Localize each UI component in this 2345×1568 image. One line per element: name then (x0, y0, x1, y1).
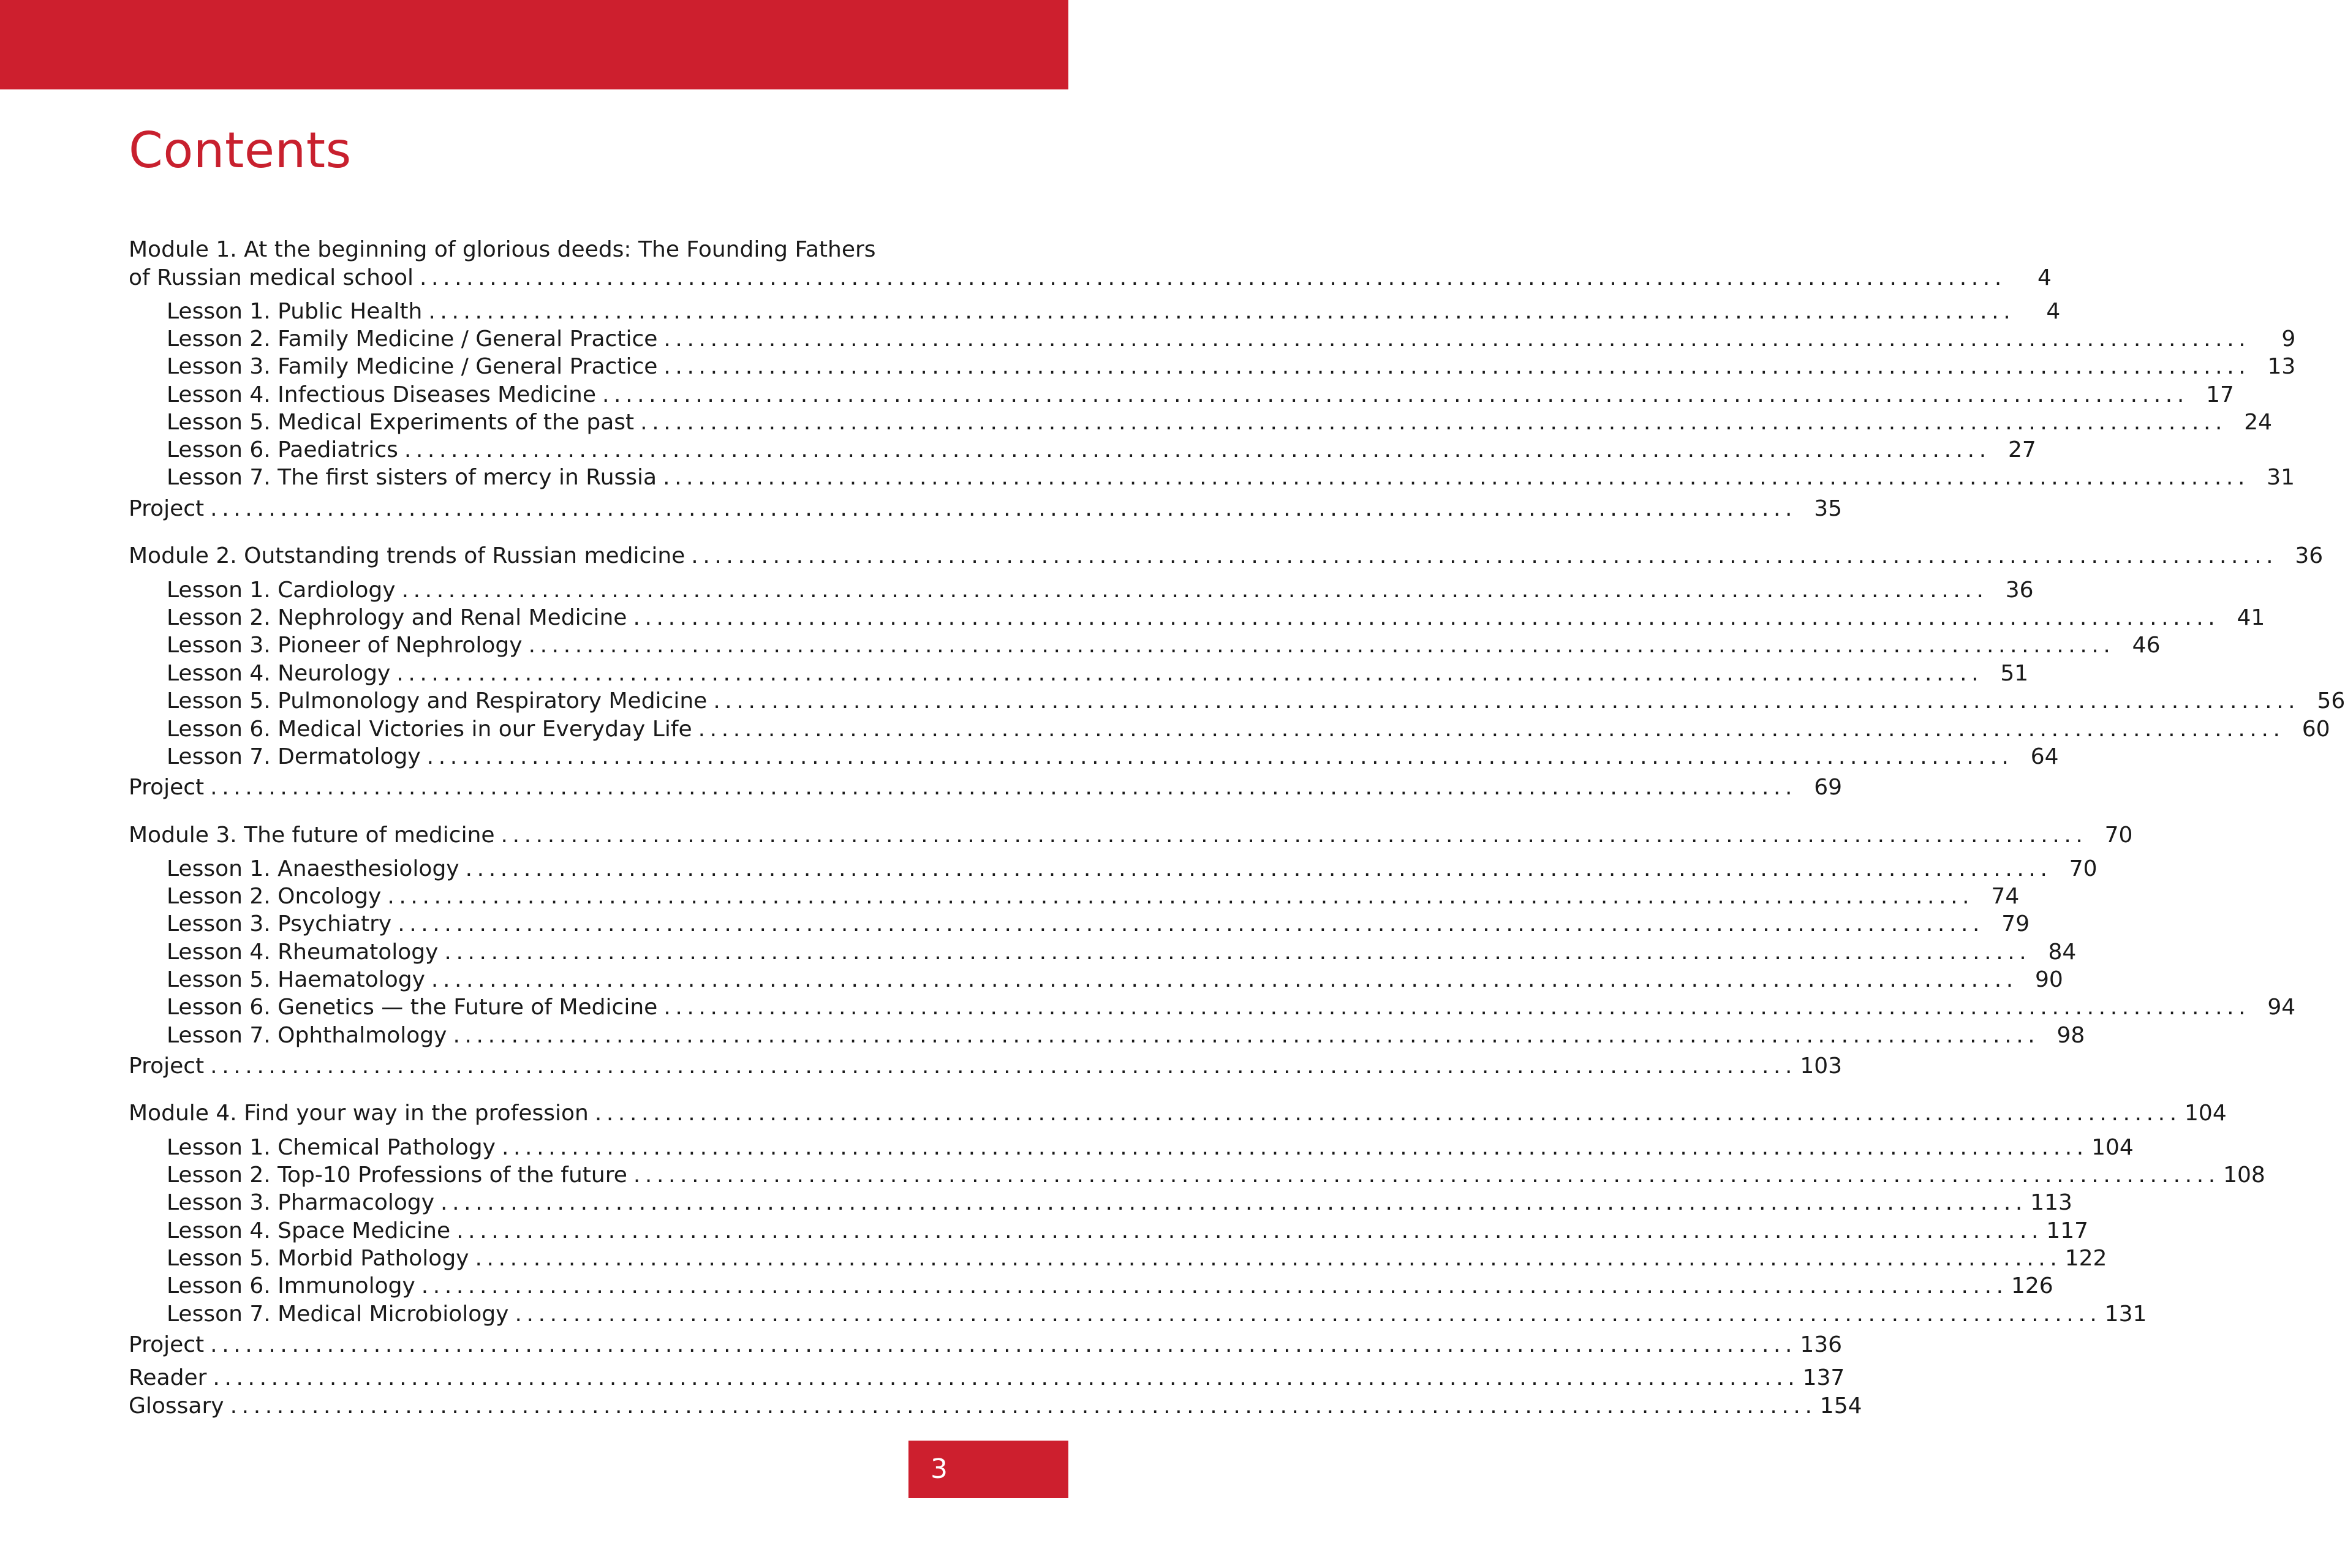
lesson-page: 51 (2000, 661, 2029, 686)
lesson-page: 56 (2317, 688, 2345, 714)
lesson-page: 17 (2206, 382, 2234, 407)
lesson-label: Lesson 4. Infectious Diseases Medicine (167, 382, 596, 407)
lesson-label: Lesson 6. Medical Victories in our Everyday Life (167, 717, 692, 742)
project-label: Project (129, 775, 205, 800)
lesson-label: Lesson 5. Haematology (167, 967, 425, 992)
lesson-page: 41 (2237, 605, 2265, 630)
lesson-label: Lesson 3. Psychiatry (167, 911, 392, 937)
lesson-label: Lesson 7. Dermatology (167, 744, 421, 769)
lesson-label: Lesson 1. Public Health (167, 299, 423, 324)
dot-leader: ........................................................................................................................................ (444, 940, 2031, 965)
module-1-lesson-1[interactable] (167, 297, 2061, 326)
module-1-entry[interactable] (129, 263, 2052, 293)
project-page: 35 (1814, 496, 1843, 521)
dot-leader: ........................................................................................................................................ (428, 299, 2015, 324)
lesson-page: 90 (2035, 967, 2063, 992)
lesson-label: Lesson 6. Immunology (167, 1273, 415, 1298)
lesson-page: 31 (2267, 465, 2295, 490)
module-1-lesson-6[interactable] (167, 435, 2036, 465)
lesson-page: 46 (2132, 633, 2161, 658)
reader-page: 137 (1802, 1365, 1845, 1390)
module-1-lesson-3[interactable] (167, 352, 2296, 382)
lesson-label: Lesson 2. Oncology (167, 884, 382, 909)
module-4-label: Module 4. Find your way in the profession (129, 1101, 589, 1126)
module-4-lesson-3[interactable] (167, 1188, 2072, 1218)
dot-leader: ........................................................................................................................................ (213, 1365, 1800, 1390)
lesson-page: 4 (2046, 299, 2061, 324)
lesson-label: Lesson 1. Anaesthesiology (167, 856, 459, 881)
module-2-page: 36 (2295, 543, 2324, 568)
dot-leader: ........................................................................................................................................ (210, 775, 1797, 800)
module-3-project[interactable] (129, 1052, 1843, 1081)
reader-entry[interactable] (129, 1363, 1845, 1393)
module-4-lesson-6[interactable] (167, 1272, 2053, 1301)
dot-leader: ........................................................................................................................................ (528, 633, 2115, 658)
dot-leader: ........................................................................................................................................ (475, 1246, 2062, 1271)
module-3-lesson-1[interactable] (167, 854, 2098, 884)
lesson-page: 79 (2001, 911, 2030, 937)
module-3-lesson-4[interactable] (167, 938, 2077, 967)
dot-leader: ........................................................................................................................................ (230, 1393, 1817, 1419)
module-1-title-line1: Module 1. At the beginning of glorious deeds: The Founding Fathers (129, 237, 876, 262)
lesson-label: Lesson 4. Rheumatology (167, 940, 439, 965)
module-3-lesson-6[interactable] (167, 993, 2296, 1022)
lesson-page: 98 (2056, 1023, 2085, 1048)
lesson-label: Lesson 2. Nephrology and Renal Medicine (167, 605, 627, 630)
dot-leader: ........................................................................................................................................ (419, 265, 2006, 290)
glossary-page: 154 (1819, 1393, 1862, 1419)
lesson-page: 74 (1991, 884, 2020, 909)
module-2-label: Module 2. Outstanding trends of Russian medicine (129, 543, 685, 568)
dot-leader: ........................................................................................................................................ (396, 661, 1984, 686)
lesson-page: 70 (2069, 856, 2098, 881)
module-1-lesson-7[interactable] (167, 463, 2295, 492)
module-4-lesson-4[interactable] (167, 1216, 2089, 1246)
dot-leader: ........................................................................................................................................ (501, 1135, 2088, 1160)
dot-leader: ........................................................................................................................................ (465, 856, 2052, 881)
lesson-page: 60 (2302, 717, 2330, 742)
lesson-page: 27 (2007, 437, 2036, 462)
project-page: 69 (1814, 775, 1843, 800)
project-label: Project (129, 496, 205, 521)
lesson-label: Lesson 4. Space Medicine (167, 1218, 451, 1243)
lesson-label: Lesson 5. Pulmonology and Respiratory Medicine (167, 688, 708, 714)
module-1-project[interactable] (129, 494, 1843, 524)
dot-leader: ........................................................................................................................................ (401, 578, 1988, 603)
lesson-label: Lesson 2. Top-10 Professions of the future (167, 1163, 627, 1188)
dot-leader: ........................................................................................................................................ (426, 744, 2014, 769)
module-4-lesson-1[interactable] (167, 1133, 2134, 1163)
dot-leader: ........................................................................................................................................ (500, 823, 2088, 848)
dot-leader: ........................................................................................................................................ (431, 967, 2018, 992)
module-3-label: Module 3. The future of medicine (129, 823, 495, 848)
module-3-lesson-3[interactable] (167, 910, 2030, 939)
dot-leader: ........................................................................................................................................ (387, 884, 1974, 909)
dot-leader: ........................................................................................................................................ (210, 1332, 1797, 1357)
module-2-lesson-7[interactable] (167, 742, 2059, 772)
lesson-label: Lesson 7. The first sisters of mercy in Russia (167, 465, 657, 490)
lesson-page: 113 (2030, 1190, 2072, 1215)
dot-leader: ........................................................................................................................................ (404, 437, 1991, 462)
dot-leader: ........................................................................................................................................ (602, 382, 2189, 407)
top-color-band (0, 0, 1068, 89)
dot-leader: ........................................................................................................................................ (713, 688, 2300, 714)
module-2-lesson-1[interactable] (167, 576, 2034, 605)
dot-leader: ........................................................................................................................................ (663, 354, 2251, 379)
lesson-page: 108 (2223, 1163, 2265, 1188)
page-number-tab (908, 1441, 1068, 1498)
project-page: 136 (1800, 1332, 1843, 1357)
dot-leader: ........................................................................................................................................ (633, 1163, 2220, 1188)
module-3-entry[interactable] (129, 821, 2133, 850)
module-2-lesson-3[interactable] (167, 631, 2161, 660)
lesson-label: Lesson 7. Medical Microbiology (167, 1302, 509, 1327)
dot-leader: ........................................................................................................................................ (210, 496, 1797, 521)
lesson-label: Lesson 1. Chemical Pathology (167, 1135, 496, 1160)
lesson-label: Lesson 1. Cardiology (167, 578, 396, 603)
module-3-lesson-7[interactable] (167, 1021, 2085, 1050)
module-2-lesson-4[interactable] (167, 659, 2029, 688)
dot-leader: ........................................................................................................................................ (663, 465, 2249, 490)
dot-leader: ........................................................................................................................................ (453, 1023, 2040, 1048)
module-1-label: of Russian medical school (129, 265, 413, 290)
lesson-page: 104 (2091, 1135, 2134, 1160)
module-4-page: 104 (2185, 1101, 2227, 1126)
dot-leader: ........................................................................................................................................ (663, 326, 2251, 352)
lesson-label: Lesson 2. Family Medicine / General Practice (167, 326, 658, 352)
page-number: 3 (931, 1453, 948, 1485)
glossary-entry[interactable] (129, 1392, 1862, 1421)
lesson-label: Lesson 4. Neurology (167, 661, 391, 686)
lesson-label: Lesson 3. Family Medicine / General Practice (167, 354, 658, 379)
dot-leader: ........................................................................................................................................ (515, 1302, 2102, 1327)
dot-leader: ........................................................................................................................................ (594, 1101, 2181, 1126)
lesson-label: Lesson 3. Pioneer of Nephrology (167, 633, 523, 658)
lesson-page: 117 (2046, 1218, 2089, 1243)
lesson-page: 36 (2005, 578, 2034, 603)
module-3-lesson-2[interactable] (167, 882, 2020, 911)
module-1-lesson-4[interactable] (167, 380, 2234, 410)
module-4-lesson-2[interactable] (167, 1161, 2265, 1190)
dot-leader: ........................................................................................................................................ (698, 717, 2285, 742)
dot-leader: ........................................................................................................................................ (633, 605, 2220, 630)
page-title: Contents (129, 122, 352, 179)
lesson-label: Lesson 3. Pharmacology (167, 1190, 435, 1215)
module-2-lesson-5[interactable] (167, 687, 2345, 716)
dot-leader: ........................................................................................................................................ (691, 543, 2278, 568)
lesson-page: 94 (2267, 995, 2296, 1020)
dot-leader: ........................................................................................................................................ (398, 911, 1985, 937)
lesson-label: Lesson 5. Medical Experiments of the past (167, 410, 635, 435)
dot-leader: ........................................................................................................................................ (440, 1190, 2027, 1215)
lesson-label: Lesson 5. Morbid Pathology (167, 1246, 469, 1271)
project-page: 103 (1800, 1054, 1843, 1079)
dot-leader: ........................................................................................................................................ (456, 1218, 2044, 1243)
glossary-label: Glossary (129, 1393, 224, 1419)
lesson-page: 126 (2011, 1273, 2053, 1298)
dot-leader: ........................................................................................................................................ (663, 995, 2251, 1020)
module-4-lesson-7[interactable] (167, 1300, 2147, 1329)
lesson-page: 24 (2244, 410, 2273, 435)
lesson-label: Lesson 7. Ophthalmology (167, 1023, 447, 1048)
module-2-entry[interactable] (129, 541, 2324, 571)
module-3-page: 70 (2104, 823, 2133, 848)
dot-leader: ........................................................................................................................................ (210, 1054, 1797, 1079)
module-1-lesson-2[interactable] (167, 325, 2296, 354)
lesson-page: 13 (2267, 354, 2296, 379)
lesson-page: 64 (2030, 744, 2059, 769)
lesson-page: 84 (2048, 940, 2077, 965)
dot-leader: ........................................................................................................................................ (640, 410, 2227, 435)
module-4-project[interactable] (129, 1330, 1843, 1360)
module-1-lesson-5[interactable] (167, 408, 2273, 437)
module-4-lesson-5[interactable] (167, 1244, 2107, 1273)
module-2-project[interactable] (129, 773, 1843, 802)
project-label: Project (129, 1054, 205, 1079)
reader-label: Reader (129, 1365, 207, 1390)
module-4-entry[interactable] (129, 1099, 2227, 1128)
lesson-page: 9 (2281, 326, 2296, 352)
module-3-lesson-5[interactable] (167, 965, 2063, 995)
module-2-lesson-6[interactable] (167, 715, 2330, 744)
lesson-page: 131 (2104, 1302, 2147, 1327)
lesson-label: Lesson 6. Genetics — the Future of Medicine (167, 995, 658, 1020)
lesson-page: 122 (2064, 1246, 2107, 1271)
module-2-lesson-2[interactable] (167, 603, 2265, 633)
project-label: Project (129, 1332, 205, 1357)
dot-leader: ........................................................................................................................................ (421, 1273, 2008, 1298)
lesson-label: Lesson 6. Paediatrics (167, 437, 398, 462)
module-1-page: 4 (2037, 265, 2052, 290)
